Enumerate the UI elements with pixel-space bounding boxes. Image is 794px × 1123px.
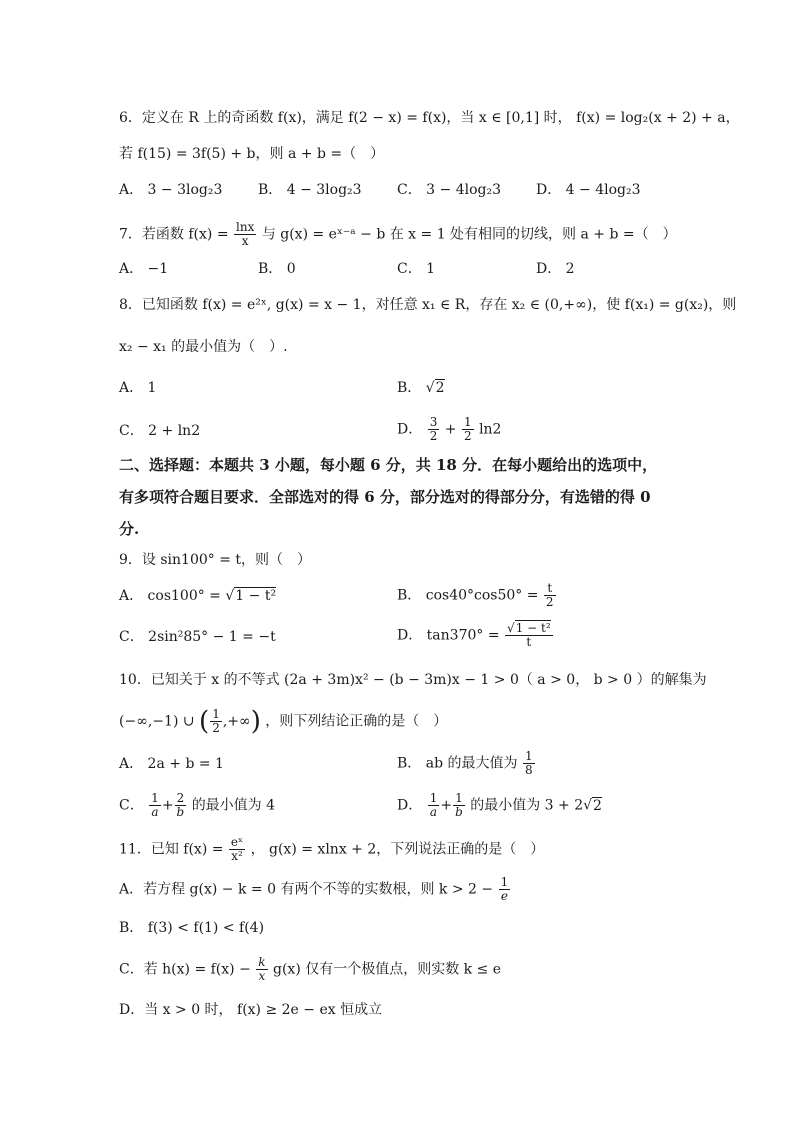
q11-option-b: B． f(3) < f(1) < f(4) [119,920,265,936]
q10-option-d-frac2-num: 1 [453,792,465,806]
q11-fraction-num: eˣ [230,835,244,849]
q10-option-b-num: 1 [524,749,533,763]
q11-fraction [229,836,245,863]
q10-option-d-label: D． [397,797,423,814]
q10-option-b-text: B． ab 的最大值为 [397,755,518,772]
q8-option-d-plus: + [444,421,457,438]
q9-stem: 9．设 sin100° = t，则（ ） [119,552,312,568]
section2-heading-line1: 二、选择题：本题共 3 小题，每小题 6 分，共 18 分．在每小题给出的选项中， [119,456,658,474]
q7-fraction-numerator: lnx [236,220,255,234]
q7-prefix: 7．若函数 [119,226,184,243]
q6-option-d: D． 4 − 4log₂3 [536,182,641,198]
q10-option-d-plus: + [440,797,453,814]
q8-stem-line2: x₂ − x₁ 的最小值为（ ）. [119,339,288,355]
q10-option-d-frac1-num: 1 [429,791,438,805]
q7-option-c: C． 1 [397,261,436,277]
q11-option-a-num: 1 [500,875,509,889]
q10-option-c-frac2 [175,792,187,819]
q10-stem-line2 [119,708,447,735]
q6-stem-line2: 若 f(15) = 3f(5) + b，则 a + b =（ ） [119,146,385,162]
q10-option-d-frac2 [453,792,465,819]
q11-option-c-text: C．若 h(x) = f(x) − [119,961,251,978]
q8-option-d-label: D． [397,421,423,438]
q11-fraction-den: x² [231,849,243,863]
q11-option-c-num: k [258,955,266,969]
q11-option-c-suffix: g(x) 仅有一个极值点，则实数 k ≤ e [273,961,502,978]
q8-option-d-tail: ln2 [479,421,502,438]
q9-option-c: C． 2sin²85° − 1 = −t [119,629,276,645]
q9-option-b-text: B． cos40°cos50° = [397,587,539,604]
q11-option-a-den: e [500,889,508,903]
q7-suffix: 与 g(x) = eˣ⁻ᵃ − b 在 x = 1 处有相同的切线，则 a + b =（ ） [261,226,677,243]
q10-option-d: D． $\frac{1}{a}$ + $\frac{1}{b}$ 的最小值为 3 + 2√2 [397,791,602,819]
q10-stem-suffix: ，则下列结论正确的是（ ） [265,713,448,730]
q10-option-d-text: 的最小值为 3 + 2 [470,797,584,814]
q10-paren-left: ( [199,706,210,737]
q11-stem [119,836,544,863]
q10-option-d-frac1 [428,792,440,819]
q10-option-c-label: C． [119,797,144,814]
q8-option-b-radicand: 2 [435,380,445,396]
q9-option-b-frac [544,582,556,609]
q11-option-c [119,956,501,983]
q10-option-c-plus: + [161,797,174,814]
q9-option-d [397,622,554,649]
q11-option-d: D．当 x > 0 时， f(x) ≥ 2e − ex 恒成立 [119,1002,383,1018]
q10-option-d-frac1-den: a [429,805,438,819]
q10-option-c-frac1-den: a [151,805,159,819]
q9-option-a: A． cos100° = √1 − t² [119,588,277,604]
q8-option-b-label: B． [397,380,422,396]
q9-option-d-text: D． tan370° = [397,627,500,644]
q10-interval-left: (−∞,−1) ∪ [119,713,195,730]
q6-stem-line1: 6．定义在 R 上的奇函数 f(x)，满足 f(2 − x) = f(x)，当 x ∈ [0,1] 时， f(x) = log₂(x + 2) + a， [119,110,740,126]
section2-heading-line2: 有多项符合题目要求．全部选对的得 6 分，部分选对的得部分分，有选错的得 0 [119,488,651,506]
q9-option-d-den: t [526,635,532,649]
q9-option-d-frac [505,622,553,649]
q8-option-d [397,416,501,443]
q8-option-a: A． 1 [119,380,157,396]
q11-suffix: ， g(x) = xlnx + 2，下列说法正确的是（ ） [250,841,545,858]
q10-option-d-radicand: 2 [593,797,602,814]
q10-interval-frac [210,708,222,735]
q8-option-d-frac2-num: 1 [463,415,472,429]
q10-interval-right: ,+∞ [222,713,251,730]
q10-interval-num: 1 [212,707,220,721]
q10-option-c-frac1 [149,792,161,819]
q7-option-d: D． 2 [536,261,575,277]
q10-interval-den: 2 [212,721,220,735]
q11-option-a [119,876,511,903]
q11-prefix: 11．已知 [119,841,179,858]
q7-option-b: B． 0 [258,261,296,277]
q7-stem [119,221,677,248]
q11-option-a-frac [499,876,511,903]
section2-heading-line3: 分. [119,520,140,538]
q7-fraction-denominator: x [241,234,249,248]
q7-fraction [234,221,256,248]
q7-f-label: f(x) = [188,226,229,243]
q10-option-c-frac1-num: 1 [151,791,159,805]
q9-option-b-num: t [544,582,556,596]
q8-option-d-frac1 [428,416,440,443]
q9-option-a-text: A． cos100° = [119,588,221,604]
q11-f-label: f(x) = [183,841,224,858]
q9-option-d-radicand: 1 − t² [515,621,551,635]
q8-option-c: C． 2 + ln2 [119,423,201,439]
q10-option-c-text: 的最小值为 4 [191,797,276,814]
q9-option-b [397,582,557,609]
q10-option-b [397,750,536,777]
q7-option-a: A． −1 [119,261,169,277]
q8-option-b: B． √2 [397,380,445,396]
q10-option-b-den: 8 [524,763,533,777]
q8-option-d-frac2 [462,416,474,443]
q10-option-c-frac2-num: 2 [175,792,187,806]
q8-option-d-frac1-den: 2 [429,429,438,443]
q10-option-d-frac2-den: b [455,805,463,819]
q9-option-d-num: √1 − t² [507,621,551,635]
q10-option-a: A． 2a + b = 1 [119,756,224,772]
q10-option-c [119,792,275,819]
q11-option-c-frac [256,956,267,983]
q10-stem-line1: 10．已知关于 x 的不等式 (2a + 3m)x² − (b − 3m)x − 1 > 0（ a > 0， b > 0 ）的解集为 [119,672,707,688]
q10-paren-right: ) [250,706,261,737]
q8-option-d-frac2-den: 2 [463,429,472,443]
q11-option-c-den: x [258,969,266,983]
q6-option-a: A． 3 − 3log₂3 [119,182,223,198]
q10-option-b-frac [523,750,535,777]
q9-option-a-radicand: 1 − t² [235,588,277,604]
q9-option-b-den: 2 [545,595,554,609]
q8-stem-line1: 8．已知函数 f(x) = e²ˣ, g(x) = x − 1，对任意 x₁ ∈ R，存在 x₂ ∈ (0,+∞)，使 f(x₁) = g(x₂)，则 [119,297,737,313]
q6-option-b: B． 4 − 3log₂3 [258,182,362,198]
q6-option-c: C． 3 − 4log₂3 [397,182,501,198]
q11-option-a-text: A．若方程 g(x) − k = 0 有两个不等的实数根，则 k > 2 − [119,881,494,898]
q10-option-c-frac2-den: b [176,805,185,819]
q8-option-d-frac1-num: 3 [429,415,438,429]
